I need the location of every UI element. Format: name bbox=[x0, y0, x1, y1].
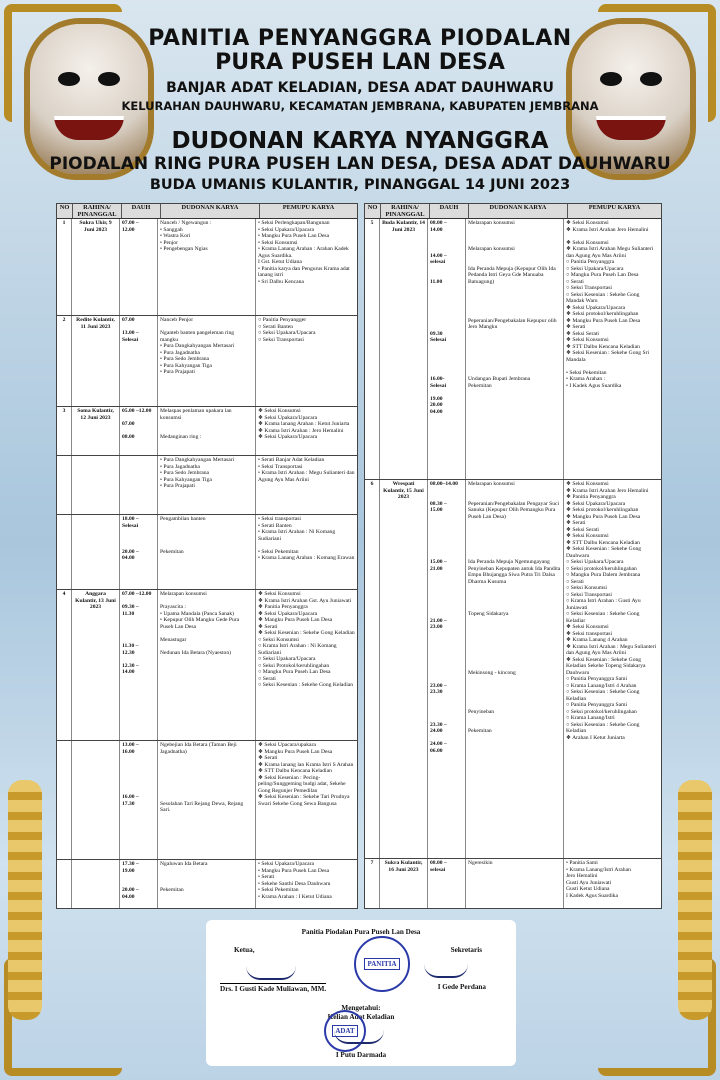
table-row bbox=[57, 456, 357, 515]
cell-rahina bbox=[72, 741, 120, 859]
col-dudonan: DUDONAN KARYA bbox=[469, 204, 568, 218]
cell-no bbox=[57, 515, 72, 589]
cell-dauh: 08.00 – selesai bbox=[428, 859, 466, 909]
panitia-stamp bbox=[354, 936, 410, 992]
cell-dudonan: Nanceb / Ngewangun : • Sanggah • Wastra Kori • Penjor • Pengebengan Ngias bbox=[158, 219, 256, 315]
table-row bbox=[57, 741, 357, 860]
cell-pemupu: ❖ Seksi Konsumsi ❖ Seksi Upakara/Upacara ❖ Krama lanang Arahan : Ketut Juniarta ❖ Krama Istri Arahan : Jero Hemalini ❖ Seksi Upakara/Upacara bbox=[258, 408, 350, 440]
cell-dudonan: Melarapan konsumsi Prayascita : • Upama Mandala (Panca Sanak) • Kepupur Olih Mangku Gede Pura Puseh Lan Desa Menastugar Nedunan Ida Betara (Nyaeston) bbox=[158, 590, 256, 740]
kelian-name: I Putu Darmada bbox=[335, 1051, 387, 1059]
cell-pemupu: • Panitia Sami • Krama Lanang/Istri Arahan Jero Hemalini Gusti Ayu Juniawati Gusti Ketut Udiana I Kadek Agus Suardika bbox=[566, 860, 631, 899]
cell-rahina: Soma Kulantir, 12 Juni 2023 bbox=[72, 407, 120, 455]
cell-dauh: 13.00 – 16.00 16.00 – 17.30 bbox=[120, 741, 158, 859]
cell-dauh: 18.00 – Selesai 20.00 – 04.00 bbox=[120, 515, 158, 589]
table-row bbox=[365, 859, 661, 909]
signature-title: Panitia Piodalan Pura Puseh Lan Desa bbox=[301, 928, 421, 936]
cell-dudonan: Melaspas penlaman upakara lan konsumsi Medanginan ring : bbox=[158, 407, 256, 455]
ceremonial-umbrella-right bbox=[678, 780, 712, 1020]
cell-rahina bbox=[72, 456, 120, 514]
schedule-table-right bbox=[364, 203, 662, 909]
cell-dudonan: Ngeresikin bbox=[466, 859, 564, 909]
cell-no: 6 bbox=[365, 480, 380, 858]
cell-rahina: Wrespati Kulantir, 15 Juni 2023 bbox=[380, 480, 428, 858]
cell-pemupu: ❖ Seksi Upacara/upakara ❖ Mangku Pura Puseh Lan Desa ❖ Serati ❖ Krama lanang lan Krama Istri S Arahan ❖ STT Dalbu Kencana Keladian ❖ Seksi Kesenian : Pecing-peling/Sunggeming budgi adat, Sekehe Gong Regunjer Pemedilan ❖ Seksi Kesenian : Sekehe Tari Prudnya Swari Sekehe Gong Sewa Bangusa bbox=[258, 742, 354, 807]
ketua-signature bbox=[246, 966, 296, 980]
cell-no: 5 bbox=[365, 219, 380, 479]
cell-dudonan: Nanceb Penjor Nganteb banten pangeleman ring mangku • Pura Dangkahyangan Mertasari • Pura Jagadnatha • Pura Sedo Jembrana • Pura Kahyangan Tiga • Pura Prajapati bbox=[158, 316, 256, 406]
table-row bbox=[57, 407, 357, 456]
cell-no bbox=[57, 741, 72, 859]
header-subtitle-2: KELURAHAN DAUHWARU, KECAMATAN JEMBRANA, KABUPATEN JEMBRANA bbox=[121, 99, 599, 113]
mengetahui-label: Mengetahui: bbox=[341, 1004, 381, 1012]
table-row bbox=[57, 515, 357, 590]
cell-dauh: 08.00–14.00 08.30 – 15.00 15.00 – 21.00 21.00 – 23.00 23.00 – 23.30 23.30 – 24.00 24.00 – 06.00 bbox=[428, 480, 466, 858]
col-pemupu: PEMUPU KARYA bbox=[588, 204, 641, 211]
header-subtitle-1: BANJAR ADAT KELADIAN, DESA ADAT DAUHWARU bbox=[166, 80, 554, 96]
cell-dudonan: Melarapan konsumsi Melarapan konsumsi Ida Peranda Mepuja (Kepupur Olih Ida Pedanda Istri Geya Gde Manuaba Batuagung) Peperanian/Pengebakalan Kepupur olih Jero Mangku Undangan Bupati Jembrana Pekemitan bbox=[466, 219, 564, 479]
cell-dauh: 07.00 13.00 – Selesai bbox=[120, 316, 158, 406]
ketua-label: Ketua, bbox=[234, 946, 255, 954]
table-header bbox=[365, 204, 661, 219]
table-row bbox=[365, 480, 661, 859]
cell-rahina: Buda Kulantir, 14 Juni 2023 bbox=[380, 219, 428, 479]
cell-pemupu: • Seksi Upakara/Upacara • Mangku Pura Puseh Lan Desa • Serati • Sekehe Santhi Desa Dauhwaru • Seksi Pekemitan • Krama Arahan : I Ketut Udiana bbox=[258, 861, 332, 900]
cell-no: 2 bbox=[57, 316, 72, 406]
table-row bbox=[57, 316, 357, 407]
sekretaris-label: Sekretaris bbox=[450, 946, 482, 954]
table-row bbox=[57, 860, 357, 909]
cell-pemupu: • Serati Banjar Adat Keladian • Seksi Transportasi • Krama Istri Arahan : Megu Sulianteri dan Agung Ayu Mas Ariini bbox=[258, 457, 355, 483]
kelian-signature bbox=[334, 1030, 384, 1044]
col-dauh: DAUH bbox=[430, 204, 469, 218]
sekretaris-name: I Gede Perdana bbox=[437, 983, 486, 991]
cell-dauh: 05.00 –12.00 07.00 08.00 bbox=[120, 407, 158, 455]
cell-pemupu: ○ Panitia Penyangger ○ Serati Banten ○ Seksi Upakara/Upacara ○ Seksi Transportasi bbox=[258, 317, 316, 343]
cell-pemupu: ❖ Seksi Konsumsi ❖ Krama Istri Arahan Jero Hemalini ❖ Seksi Konsumsi ❖ Krama Istri Arahan Megu Sulianteri dan Agung Ayu Mas Ariini ○ Panitia Penyanggra ○ Seksi Upakara/Upacara ○ Mangku Pura Puseh Lan Desa ○ Serati ○ Seksi Transportasi ○ Seksi Kesenian : Sekehe Gong Mandak Waru ❖ Seksi Upakara/Upacara ❖ Seksi protokol/keruhlingahan ❖ Mangku Pura Puseh Lan Desa ❖ Serati ❖ Seksi Serati ❖ Seksi Konsumsi ❖ STT Dalbu Kencana Keladian ❖ Seksi Kesenian : Sekehe Gong Sri Mandala • Seksi Pekemitan • Krama Arahan : • I Kadek Agus Suardika bbox=[566, 220, 654, 389]
cell-pemupu: • Seksi Perlengkapan/Bangunan • Seksi Upakara/Upacara • Mangku Pura Puseh Lan Desa • Seksi Konsumsi • Krama Lanang Arahan : Arahan Kadek Agus Suardika. I Gst. Ketut Udiana • Panitia karya dan Pengurus Krama adat lanang istri • Sri Dalbu Kencana bbox=[258, 220, 350, 285]
table-row bbox=[365, 219, 661, 480]
cell-rahina: Sukra Ukir, 9 Juni 2023 bbox=[72, 219, 120, 315]
kelian-label: Kelian Adat Keladian bbox=[327, 1013, 395, 1021]
table-row bbox=[57, 590, 357, 741]
table-header bbox=[57, 204, 357, 219]
cell-dudonan: Pengambilan banten Pekemitan bbox=[158, 515, 256, 589]
cell-rahina: Sukra Kulantir, 16 Juni 2023 bbox=[380, 859, 428, 909]
table-row bbox=[57, 219, 357, 316]
cell-dudonan: Melarapan konsumsi Peperanian/Pengebakalan Pengayar Suci Sanuka (Kepupur Olih Pemangku Pura Puseh Lan Desa) Ida Peranda Mepuja Ngemungayang Penyineban Kepupaten antuk Ida Pandita Empu Bhujangga Siwa Putra Tri Dalsa Dharma Kusuma Topeng Sidakarya Mekinsong - kincong Penyineban Pekemitan bbox=[466, 480, 564, 858]
stamp-label: PANITIA bbox=[364, 958, 399, 970]
cell-pemupu: ❖ Seksi Konsumsi ❖ Krama Istri Arahan Gst. Ayu Juniawati ❖ Panitia Penyanggra ❖ Seksi Upakara/Upacara ❖ Mangku Pura Puseh Lan Desa ❖ Serati ❖ Seksi Kesenian : Sekehe Gong Keladian ○ Seksi Konsumsi ○ Krama Istri Arahan : Ni Komang Sudiariani ○ Seksi Upakara/Upacara ○ Seksi Protokol/keruhlingahan ○ Mangku Pura Puseh Lan Desa ○ Serati ○ Seksi Kesenian : Sekehe Gong Keladian bbox=[258, 591, 355, 688]
cell-dauh: 17.30 – 19.00 20.00 – 04.00 bbox=[120, 860, 158, 909]
cell-pemupu: ❖ Seksi Konsumsi ❖ Krama Istri Arahan Jero Hemalini ❖ Panitia Penyanggra ❖ Seksi Upakara/Upacara ❖ Seksi protokol/keruhlingahan ❖ Mangku Pura Puseh Lan Desa ❖ Serati ❖ Seksi Serati ❖ Seksi Konsumsi ❖ STT Dalbu Kencana Keladian ❖ Seksi Kesenian : Sekehe Gong Dauhwaru ○ Seksi Upakara/Upacara ○ Seksi protokol/keruhlingahan ○ Mangku Pura Dalem Jembrana ○ Serati ○ Seksi Konsumsi ○ Seksi Transportasi ○ Krama Istri Arahan : Gusti Ayu Juniawati ○ Seksi Kesenian : Sekehe Gong Keladiar ❖ Seksi Konsumsi ❖ Seksi transportasi ❖ Krama Lanang 4 Arahan ❖ Krama Istri Arahan : Megu Sulianteri dan Agung Ayu Mas Ariini ❖ Seksi Kesenian : Sekehe Gong Keladian Sekehe Topeng Sidakarya Dauhwaru ○ Panitia Penyanggra Sami ○ Krama Lanang/Istri 4 Arahan ○ Seksi Kesenian : Sekehe Gong Keladian ○ Panitia Penyanggra Sami ○ Seksi protokol/keruhlingahan ○ Krama Lanang/Istri ○ Seksi Kesenian : Sekehe Gong Keladian ❖ Arahan I Ketut Juniarta bbox=[566, 481, 657, 741]
cell-rahina bbox=[72, 515, 120, 589]
col-no: NO bbox=[57, 204, 73, 218]
cell-no: 1 bbox=[57, 219, 72, 315]
col-pemupu: PEMUPU KARYA bbox=[282, 204, 335, 211]
col-dauh: DAUH bbox=[122, 204, 161, 218]
signature-block bbox=[206, 920, 516, 1066]
cell-rahina: Anggara Kulantir, 13 Juni 2023 bbox=[72, 590, 120, 740]
cell-dauh: 07.00 –12.00 09.30 – 11.30 11.30 – 12.30 12.30 – 14.00 bbox=[120, 590, 158, 740]
ketua-name: Drs. I Gusti Kade Muliawan, MM. bbox=[220, 985, 327, 993]
header-title-4: PIODALAN RING PURA PUSEH LAN DESA, DESA ADAT DAUHWARU bbox=[49, 154, 671, 174]
sekretaris-signature bbox=[424, 964, 468, 978]
stamp-label-2: ADAT bbox=[332, 1025, 357, 1037]
col-no: NO bbox=[365, 204, 381, 218]
cell-dauh: 08.00 – 14.00 14.00 – selesai 11.00 09.30 Selesai 16.00- Selesai 19.00 20.00 04.00 bbox=[428, 219, 466, 479]
header-title-1: PANITIA PENYANGGRA PIODALAN bbox=[148, 26, 572, 51]
cell-dauh bbox=[120, 456, 158, 514]
cell-dudonan: • Pura Dangkahyangan Mertasari • Pura Jagadnatha • Pura Sedo Jembrana • Pura Kahyangan Tiga • Pura Prajapati bbox=[158, 456, 256, 514]
cell-no: 3 bbox=[57, 407, 72, 455]
cell-rahina: Redite Kulantir, 11 Juni 2023 bbox=[72, 316, 120, 406]
cell-pemupu: • Seksi transportasi • Serati Banten • Krama Istri Arahan : Ni Komang Sudiariani • Seksi Pekemitan • Krama Lanang Arahan : Komang Erawan bbox=[258, 516, 355, 561]
schedule-table-left bbox=[56, 203, 358, 909]
header-title-2: PURA PUSEH LAN DESA bbox=[215, 50, 505, 75]
ceremonial-umbrella-left bbox=[8, 780, 42, 1020]
cell-no bbox=[57, 456, 72, 514]
col-rahina: RAHINA/ PINANGGAL bbox=[73, 204, 122, 218]
col-rahina: RAHINA/ PINANGGAL bbox=[381, 204, 430, 218]
cell-no: 4 bbox=[57, 590, 72, 740]
header-title-5: BUDA UMANIS KULANTIR, PINANGGAL 14 JUNI 2023 bbox=[149, 177, 571, 193]
header-title-3: DUDONAN KARYA NYANGGRA bbox=[171, 128, 549, 154]
cell-no: 7 bbox=[365, 859, 380, 909]
cell-no bbox=[57, 860, 72, 909]
cell-dauh: 07.00 – 12.00 bbox=[120, 219, 158, 315]
cell-dudonan: Ngaluwan Ida Betara Pekemitan bbox=[158, 860, 256, 909]
col-dudonan: DUDONAN KARYA bbox=[161, 204, 260, 218]
cell-rahina bbox=[72, 860, 120, 909]
cell-dudonan: Ngebejian Ida Betara (Taman Beji Jagadnatha) Sesolahan Tari Rejang Dewa, Rejang Sari. bbox=[158, 741, 256, 859]
